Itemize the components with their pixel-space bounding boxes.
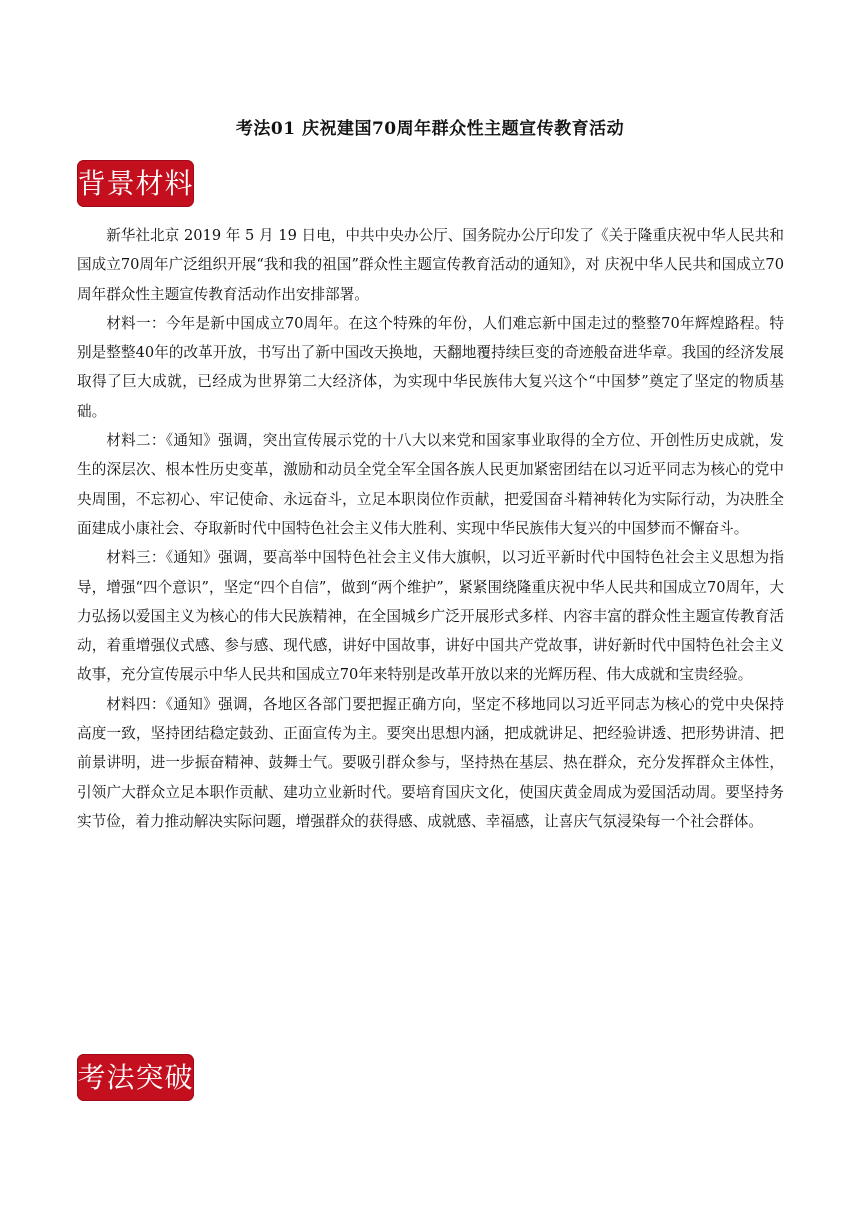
paragraph-material-3: 材料三：《通知》强调，要高举中国特色社会主义伟大旗帜，以习近平新时代中国特色社会主义思想为指导，增强“四个意识”，坚定“四个自信”，做到“两个维护”，紧紧围绕隆重庆祝中华人民共和国成立70周年，大力弘扬以爱国主义为核心的伟大民族精神，在全国城乡广泛开展形式多样、内容丰富的群众性主题宣传教育活动，着重增强仪式感、参与感、现代感，讲好中国故事，讲好中国共产党故事，讲好新时代中国特色社会主义故事，充分宣传展示中华人民共和国成立70年来特别是改革开放以来的光辉历程、伟大成就和宝贵经验。 xyxy=(77,549,784,684)
section-badge-breakthrough: 考法突破 xyxy=(77,1054,194,1101)
paragraph-material-1: 材料一：今年是新中国成立70周年。在这个特殊的年份，人们难忘新中国走过的整整70年辉煌路程。特别是整整40年的改革开放，书写出了新中国改天换地，天翻地覆持续巨变的奇迹般奋进华章。我国的经济发展取得了巨大成就，已经成为世界第二大经济体，为实现中华民族伟大复兴这个“中国梦”奠定了坚定的物质基础。 xyxy=(77,314,784,420)
paragraph-material-4: 材料四：《通知》强调，各地区各部门要把握正确方向，坚定不移地同以习近平同志为核心的党中央保持高度一致，坚持团结稳定鼓劲、正面宣传为主。要突出思想内涵，把成就讲足、把经验讲透、把形势讲清、把前景讲明，进一步振奋精神、鼓舞士气。要吸引群众参与，坚持热在基层、热在群众，充分发挥群众主体性，引领广大群众立足本职作贡献、建功立业新时代。要培育国庆文化，使国庆黄金周成为爱国活动周。要坚持务实节俭，着力推动解决实际问题，增强群众的获得感、成就感、幸福感，让喜庆气氛浸染每一个社会群体。 xyxy=(77,695,784,830)
section-badge-background: 背景材料 xyxy=(77,160,194,207)
page-title: 考法01 庆祝建国70周年群众性主题宣传教育活动 xyxy=(235,119,625,139)
paragraph-intro: 新华社北京 2019 年 5 月 19 日电，中共中央办公厅、国务院办公厅印发了《关于隆重庆祝中华人民共和国成立70周年广泛组织开展“我和我的祖国”群众性主题宣传教育活动的通知》，对 庆祝中华人民共和国成立70周年群众性主题宣传教育活动作出安排部署。 xyxy=(77,227,784,303)
paragraph-material-2: 材料二：《通知》强调，突出宣传展示党的十八大以来党和国家事业取得的全方位、开创性历史成就，发生的深层次、根本性历史变革，激励和动员全党全军全国各族人民更加紧密团结在以习近平同志为核心的党中央周围，不忘初心、牢记使命、永远奋斗，立足本职岗位作贡献，把爱国奋斗精神转化为实际行动，为决胜全面建成小康社会、夺取新时代中国特色社会主义伟大胜利、实现中华民族伟大复兴的中国梦而不懈奋斗。 xyxy=(77,432,784,537)
background-material-text xyxy=(77,221,784,836)
